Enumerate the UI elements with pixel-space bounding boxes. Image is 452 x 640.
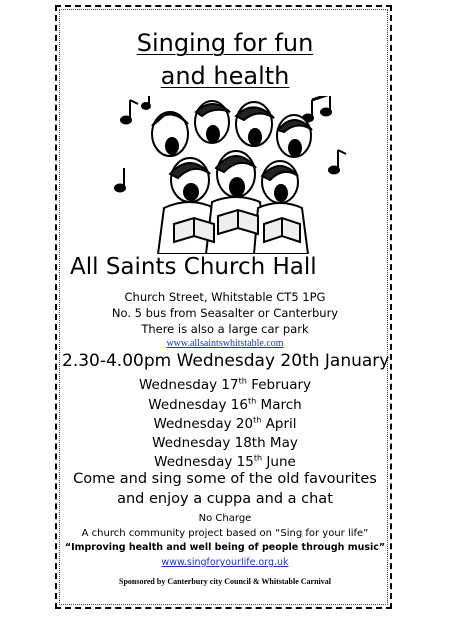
session-date: Wednesday 15th June [154, 452, 296, 470]
bus-info: No. 5 bus from Seasalter or Canterbury [111, 306, 339, 320]
first-session-date: 2.30-4.00pm Wednesday 20th January [62, 351, 390, 371]
title-line-2: and health [160, 62, 290, 90]
address: Church Street, Whitstable CT5 1PG [124, 290, 326, 304]
invite-line-1: Come and sing some of the old favourites [73, 471, 377, 487]
music-note-icon [115, 168, 125, 192]
venue-name: All Saints Church Hall [70, 254, 317, 280]
sponsors: Sponsored by Canterbury city Council & Whitstable Carnival [119, 577, 331, 586]
music-note-icon [142, 96, 150, 109]
invite-line-2: and enjoy a cuppa and a chat [117, 491, 333, 507]
title-line-1: Singing for fun [136, 29, 314, 57]
session-date: Wednesday 20th April [153, 414, 297, 432]
project-info: A church community project based on “Sing for your life” [81, 528, 369, 539]
motto: “Improving health and well being of people through music” [64, 542, 386, 553]
session-date: Wednesday 16th March [148, 395, 302, 413]
session-date: Wednesday 18th May [152, 435, 298, 451]
sing-for-your-life-link[interactable]: www.singforyourlife.org.uk [161, 557, 289, 568]
session-date: Wednesday 17th February [138, 375, 312, 393]
charge-info: No Charge [198, 513, 252, 524]
music-note-icon [303, 96, 331, 122]
music-note-icon [329, 150, 346, 174]
singing-choir-illustration [108, 96, 348, 254]
church-website-link[interactable]: www.allsaintswhitstable.com [166, 338, 284, 349]
parking-info: There is also a large car park [141, 322, 309, 336]
music-note-icon [121, 100, 138, 124]
